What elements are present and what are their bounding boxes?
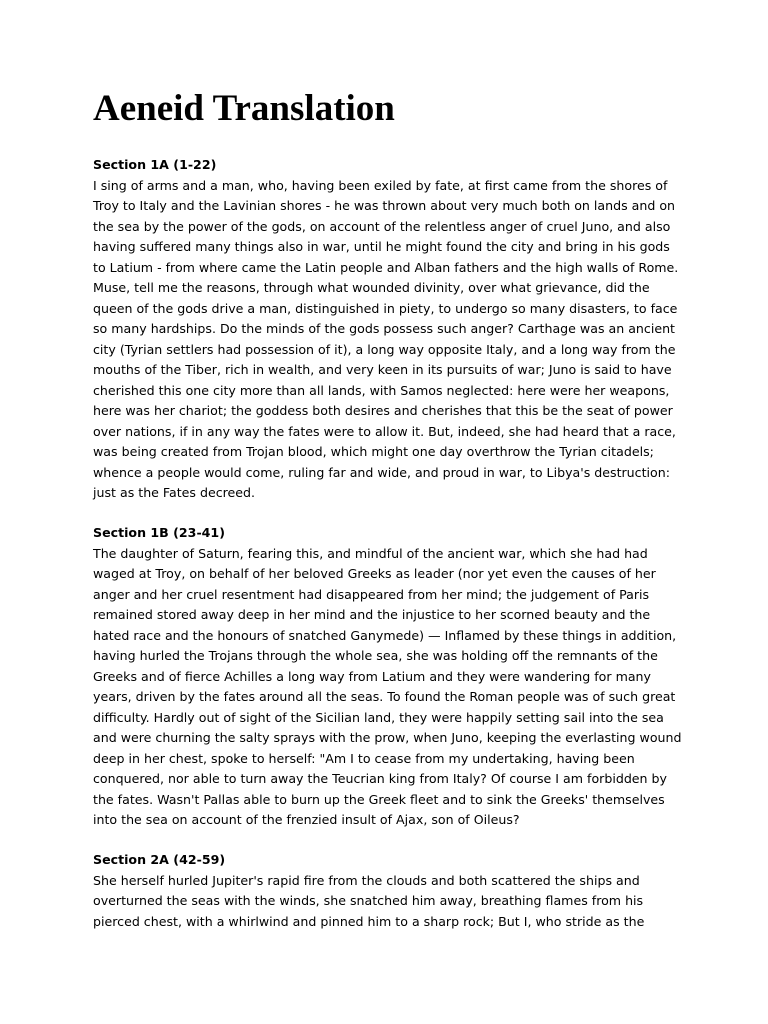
section-body: I sing of arms and a man, who, having been exiled by fate, at first came from the shores of Troy to Italy and the Lavinian shores - he was thrown about very much both on lands and on the sea by the power of the gods, on account of the relentless anger of cruel Juno, and also having suffered many things also in war, until he might found the city and bring in his gods to Latium - from where came the Latin people and Alban fathers and the high walls of Rome. Muse, tell me the reasons, through what wounded divinity, over what grievance, did the queen of the gods drive a man, distinguished in piety, to undergo so many disasters, to face so many hardships. Do the minds of the gods possess such anger? Carthage was an ancient city (Tyrian settlers had possession of it), a long way opposite Italy, and a long way from the mouths of the Tiber, rich in wealth, and very keen in its pursuits of war; Juno is said to have cherished this one city more than all lands, with Samos neglected: here were her weapons, here was her chariot; the goddess both desires and cherishes that this be the seat of power over nations, if in any way the fates were to allow it. But, indeed, she had heard that a race, was being created from Trojan blood, which might one day overthrow the Tyrian citadels; whence a people would come, ruling far and wide, and proud in war, to Libya's destruction: just as the Fates decreed. (93, 177, 679, 500)
section-body: She herself hurled Jupiter's rapid fire from the clouds and both scattered the ships and overturned the seas with the winds, she snatched him away, breathing flames from his pierced chest, with a whirlwind and pinned him to a sharp rock; But I, who stride as the (93, 872, 645, 929)
section-1a (93, 155, 683, 504)
section-heading: Section 2A (42-59) (93, 852, 226, 867)
section-1b (93, 523, 683, 831)
document-title: Aeneid Translation (93, 88, 395, 129)
section-heading: Section 1B (23-41) (93, 525, 225, 540)
section-body: The daughter of Saturn, fearing this, and mindful of the ancient war, which she had had waged at Troy, on behalf of her beloved Greeks as leader (nor yet even the causes of her anger and her cruel resentment had disappeared from her mind; the judgement of Paris remained stored away deep in her mind and the injustice to her scorned beauty and the hated race and the honours of snatched Ganymede) — Inflamed by these things in addition, having hurled the Trojans through the whole sea, she was holding off the remnants of the Greeks and of fierce Achilles a long way from Latium and they were wandering for many years, driven by the fates around all the seas. To found the Roman people was of such great difficulty. Hardly out of sight of the Sicilian land, they were happily setting sail into the sea and were churning the salty sprays with the prow, when Juno, keeping the everlasting wound deep in her chest, spoke to herself: "Am I to cease from my undertaking, having been conquered, nor able to turn away the Teucrian king from Italy? Of course I am forbidden by the fates. Wasn't Pallas able to burn up the Greek fleet and to sink the Greeks' themselves into the sea on account of the frenzied insult of Ajax, son of Oileus? (93, 545, 682, 827)
section-heading: Section 1A (1-22) (93, 157, 217, 172)
section-2a (93, 850, 683, 932)
